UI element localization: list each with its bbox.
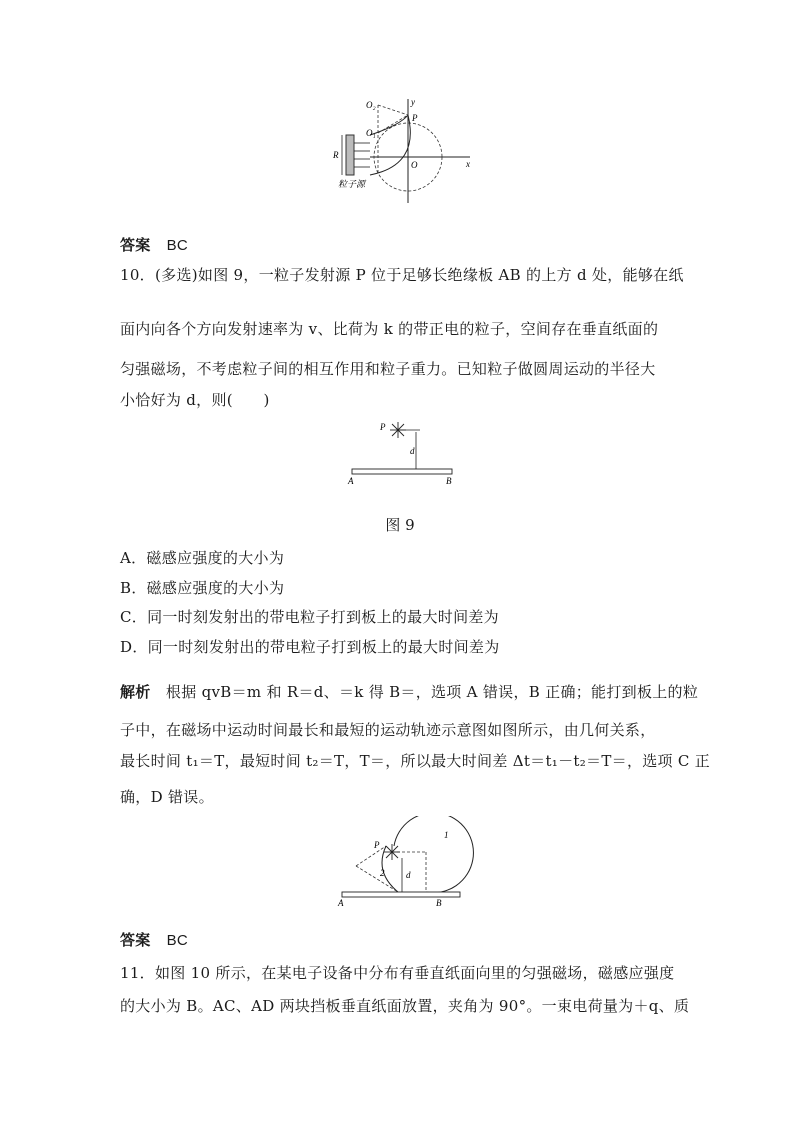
option-d: D．同一时刻发射出的带电粒子打到板上的最大时间差为 <box>120 638 500 656</box>
analysis-line-1 <box>120 681 698 702</box>
label-r: R <box>333 150 339 160</box>
fig-label-1: 1 <box>444 830 449 840</box>
fig9-label-a: A <box>348 476 354 486</box>
fig9-label-d: d <box>410 446 415 456</box>
figure-analysis <box>336 816 476 906</box>
figure-9 <box>340 418 460 486</box>
q10-line-4: 小恰好为 d，则( ) <box>120 391 270 409</box>
label-o2: O₂ <box>366 100 376 110</box>
label-o1: O₁ <box>366 128 376 138</box>
answer-value: BC <box>166 237 189 254</box>
fig-label-2: 2 <box>380 868 385 878</box>
option-c: C．同一时刻发射出的带电粒子打到板上的最大时间差为 <box>120 608 499 626</box>
figure-particle-source <box>330 95 480 205</box>
fig9-label-b: B <box>446 476 452 486</box>
answer-value-2: BC <box>166 932 189 949</box>
q11-line-2: 的大小为 B。AC、AD 两块挡板垂直纸面放置，夹角为 90°。一束电荷量为＋q、质 <box>120 997 690 1015</box>
figure-9-caption: 图 9 <box>385 516 415 534</box>
label-o: O <box>411 160 418 170</box>
emitter-icon <box>384 844 400 860</box>
answer-line-1 <box>120 234 188 255</box>
q10-line-1: 10．(多选)如图 9，一粒子发射源 P 位于足够长绝缘板 AB 的上方 d 处，能够在纸 <box>120 266 684 284</box>
fig9-label-p: P <box>380 422 386 432</box>
label-x: x <box>466 159 470 169</box>
fig-label-d: d <box>406 870 411 880</box>
analysis-text-1: 根据 qvB＝m 和 R＝d、＝k 得 B＝，选项 A 错误，B 正确；能打到板上的粒 <box>165 683 699 701</box>
label-y: y <box>411 97 415 107</box>
answer-label: 答案 <box>120 236 151 254</box>
option-a: A．磁感应强度的大小为 <box>120 549 285 567</box>
fig-label-p: P <box>374 840 380 850</box>
option-b: B．磁感应强度的大小为 <box>120 579 285 597</box>
analysis-line-2: 子中，在磁场中运动时间最长和最短的运动轨迹示意图如图所示，由几何关系， <box>120 721 656 739</box>
q11-line-1: 11．如图 10 所示，在某电子设备中分布有垂直纸面向里的匀强磁场，磁感应强度 <box>120 964 675 982</box>
answer-line-2 <box>120 929 188 950</box>
q10-line-3: 匀强磁场，不考虑粒子间的相互作用和粒子重力。已知粒子做圆周运动的半径大 <box>120 360 656 378</box>
fig-label-a: A <box>338 898 344 906</box>
q10-line-2: 面内向各个方向发射速率为 v、比荷为 k 的带正电的粒子，空间存在垂直纸面的 <box>120 320 659 338</box>
analysis-label: 解析 <box>120 683 151 701</box>
label-p: P <box>412 113 418 123</box>
answer-label-2: 答案 <box>120 931 151 949</box>
analysis-line-4: 确，D 错误。 <box>120 788 214 806</box>
fig-label-b: B <box>436 898 442 906</box>
label-source: 粒子源 <box>338 179 366 189</box>
analysis-line-3: 最长时间 t₁＝T，最短时间 t₂＝T，T＝，所以最大时间差 Δt＝t₁－t₂＝T＝，选项 C 正 <box>120 752 711 770</box>
